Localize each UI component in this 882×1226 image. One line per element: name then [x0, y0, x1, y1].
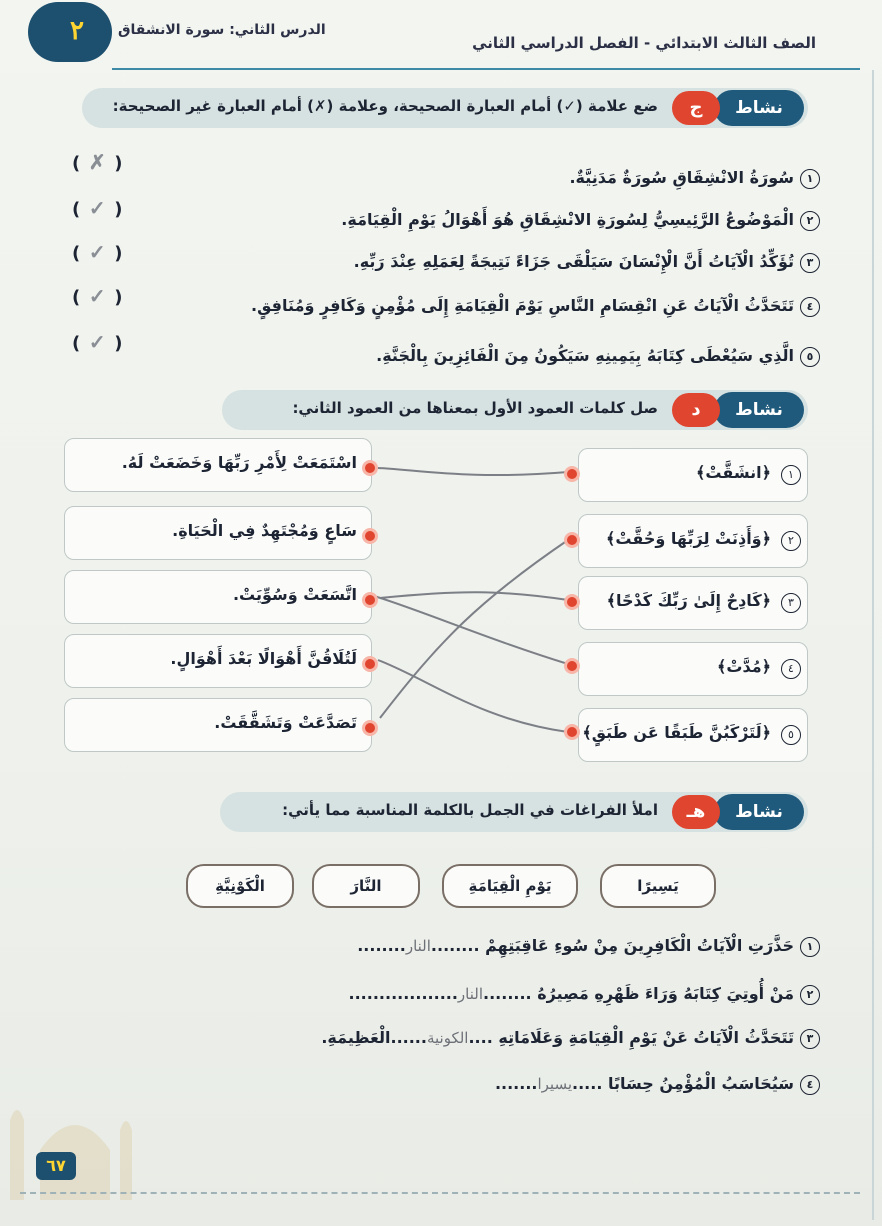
column-two-item-1[interactable]: اسْتَمَعَتْ لِأَمْرِ رَبِّهَا وَخَضَعَتْ لَهُ. — [64, 438, 372, 492]
tf-item-3: ٣تُؤَكِّدُ الْآيَاتُ أَنَّ الْإِنْسَانَ سَيَلْقَى جَزَاءً نَتِيجَةً لِعَمَلِهِ عِنْدَ رَبِّهِ. — [354, 252, 820, 273]
match-line-1 — [378, 468, 568, 475]
lesson-title: الدرس الثاني: سورة الانشقاق — [118, 22, 326, 38]
tf-item-5: ٥الَّذِي سَيُعْطَى كِتَابَهُ بِيَمِينِهِ سَيَكُونُ مِنَ الْفَائِزِينَ بِالْجَنَّةِ. — [376, 346, 820, 367]
column-two-item-5[interactable]: تَصَدَّعَتْ وَتَشَقَّقَتْ. — [64, 698, 372, 752]
lesson-badge-number: ٢ — [70, 16, 84, 46]
tf-answer-1[interactable]: (✗) — [72, 150, 123, 174]
word-bank-item-2[interactable]: يَوْمِ الْقِيَامَةِ — [442, 864, 578, 908]
page-number: ٦٧ — [36, 1152, 76, 1180]
column-two-item-3[interactable]: اتَّسَعَتْ وَسُوِّيَتْ. — [64, 570, 372, 624]
grade-title: الصف الثالث الابتدائي - الفصل الدراسي الثاني — [472, 34, 816, 52]
mosque-decoration-icon — [0, 1060, 150, 1200]
activity-d-tag: نشاط — [714, 392, 804, 428]
activity-c-tag: نشاط — [714, 90, 804, 126]
activity-e-letter: هـ — [672, 795, 720, 829]
match-line-3 — [380, 592, 568, 600]
fill-blank-2[interactable]: ........النار.................. — [348, 984, 532, 1003]
tf-item-1: ١سُورَةُ الانْشِقَاقِ سُورَةٌ مَدَنِيَّةٌ. — [569, 168, 820, 189]
word-bank-item-3[interactable]: النَّارَ — [312, 864, 420, 908]
column-two-item-2[interactable]: سَاعٍ وَمُجْتَهِدٌ فِي الْحَيَاةِ. — [64, 506, 372, 560]
activity-d-letter: د — [672, 393, 720, 427]
fill-sentence-3: ٣تَتَحَدَّثُ الْآيَاتُ عَنْ يَوْمِ الْقِيَامَةِ وَعَلَامَاتِهِ ....الكونية......الْعَظِيمَةِ. — [321, 1028, 820, 1049]
fill-blank-1[interactable]: ........النار........ — [357, 936, 480, 955]
connector-dot-left-4[interactable] — [362, 656, 378, 672]
fill-blank-3[interactable]: ....الكونية...... — [390, 1028, 493, 1047]
match-line-4 — [374, 596, 568, 664]
match-line-2 — [380, 540, 568, 718]
tf-item-2: ٢الْمَوْضُوعُ الرَّئِيسِيُّ لِسُورَةِ الانْشِقَاقِ هُوَ أَهْوَالُ يَوْمِ الْقِيَامَةِ. — [341, 210, 820, 231]
activity-d-instruction: صل كلمات العمود الأول بمعناها من العمود الثاني: — [292, 399, 658, 417]
column-one-item-2[interactable]: ٢ ﴿وَأَذِنَتْ لِرَبِّهَا وَحُقَّتْ﴾ — [578, 514, 808, 568]
column-one-item-5[interactable]: ٥ ﴿لَتَرْكَبُنَّ طَبَقًا عَن طَبَقٍ﴾ — [578, 708, 808, 762]
column-one-item-1[interactable]: ١ ﴿انشَقَّتْ﴾ — [578, 448, 808, 502]
fill-sentence-4: ٤سَيُحَاسَبُ الْمُؤْمِنُ حِسَابًا .....يسيرا....... — [495, 1074, 820, 1095]
footer-divider — [20, 1192, 860, 1194]
column-one-item-3[interactable]: ٣ ﴿كَادِحٌ إِلَىٰ رَبِّكَ كَدْحًا﴾ — [578, 576, 808, 630]
tf-answer-3[interactable]: (✓) — [72, 240, 123, 264]
connector-dot-right-5[interactable] — [564, 724, 580, 740]
activity-e-tag: نشاط — [714, 794, 804, 830]
fill-sentence-1: ١حَذَّرَتِ الْآيَاتُ الْكَافِرِينَ مِنْ سُوءِ عَاقِبَتِهِمْ ........النار........ — [357, 936, 820, 957]
connector-dot-right-2[interactable] — [564, 532, 580, 548]
tf-answer-2[interactable]: (✓) — [72, 196, 123, 220]
word-bank-item-4[interactable]: الْكَوْنِيَّةِ — [186, 864, 294, 908]
activity-c-letter: ج — [672, 91, 720, 125]
word-bank-item-1[interactable]: يَسِيرًا — [600, 864, 716, 908]
connector-dot-left-2[interactable] — [362, 528, 378, 544]
connector-dot-right-4[interactable] — [564, 658, 580, 674]
connector-dot-left-5[interactable] — [362, 720, 378, 736]
column-two-item-4[interactable]: لَتُلَاقُنَّ أَهْوَالًا بَعْدَ أَهْوَالٍ. — [64, 634, 372, 688]
connector-dot-left-3[interactable] — [362, 592, 378, 608]
match-line-5 — [378, 660, 568, 732]
tf-answer-4[interactable]: (✓) — [72, 284, 123, 308]
tf-item-4: ٤تَتَحَدَّثُ الْآيَاتُ عَنِ انْقِسَامِ النَّاسِ يَوْمَ الْقِيَامَةِ إِلَى مُؤْمِنٍ وَكَافِرٍ وَمُنَافِقٍ. — [251, 296, 820, 317]
fill-sentence-2: ٢مَنْ أُوتِيَ كِتَابَهُ وَرَاءَ ظَهْرِهِ مَصِيرُهُ ........النار.................. — [349, 984, 820, 1005]
fill-blank-4[interactable]: .....يسيرا....... — [494, 1074, 603, 1093]
connector-dot-right-3[interactable] — [564, 594, 580, 610]
connector-dot-left-1[interactable] — [362, 460, 378, 476]
connector-dot-right-1[interactable] — [564, 466, 580, 482]
activity-e-instruction: املأ الفراغات في الجمل بالكلمة المناسبة مما يأتي: — [282, 801, 658, 819]
tf-answer-5[interactable]: (✓) — [72, 330, 123, 354]
activity-c-instruction: ضع علامة (✓) أمام العبارة الصحيحة، وعلامة (✗) أمام العبارة غير الصحيحة: — [112, 97, 658, 115]
column-one-item-4[interactable]: ٤ ﴿مُدَّتْ﴾ — [578, 642, 808, 696]
activity-e-header — [220, 792, 808, 832]
